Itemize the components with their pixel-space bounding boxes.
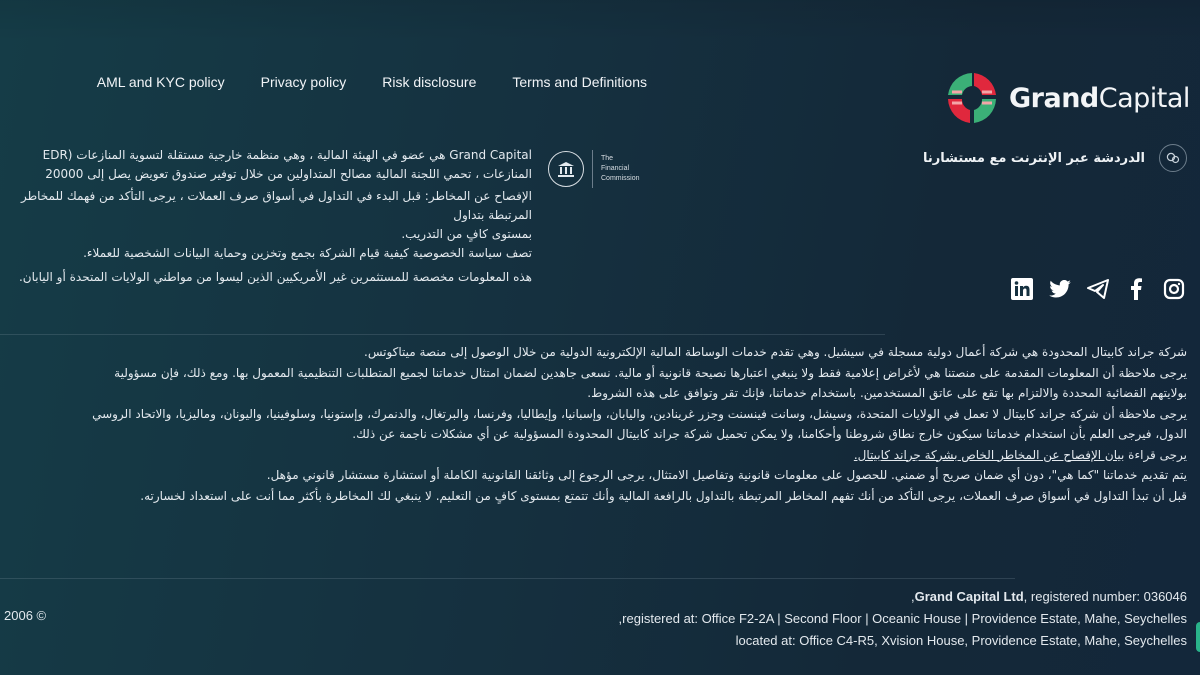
registration-line-2: ,registered at: Office F2-2A | Second Floor | Oceanic House | Providence Estate, Mahe, Seychelles	[618, 611, 1187, 626]
nav-terms-definitions[interactable]: Terms and Definitions	[512, 74, 647, 90]
privacy-note: تصف سياسة الخصوصية كيفية قيام الشركة بجمع وتخزين وحماية البيانات الشخصية للعملاء.	[83, 246, 532, 260]
financial-commission-label: The Financial Commission	[601, 155, 640, 182]
badge-divider	[592, 150, 593, 188]
legal-disclaimer	[6, 342, 1187, 506]
risk-disclosure-line-1: الإفصاح عن المخاطر: قبل البدء في التداول في أسواق صرف العملات ، يرجى التأكد من فهمك للمخاطر المرتبطة بتداول	[20, 189, 532, 222]
nav-risk-disclosure[interactable]: Risk disclosure	[382, 74, 477, 90]
telegram-icon[interactable]	[1087, 278, 1109, 300]
logo-mark-icon	[945, 70, 999, 126]
instagram-icon[interactable]	[1163, 278, 1185, 300]
membership-disclosure	[6, 146, 532, 287]
online-chat-link[interactable]	[923, 144, 1187, 172]
risk-statement-line	[6, 445, 1187, 466]
disclaimer-line: شركة جراند كابيتال المحدودة هي شركة أعمال دولية مسجلة في سيشيل. وهي تقدم خدمات الوساطة المالية الإلكترونية الدولية من خلال الوصول إلى منصة ميتاكوتس.	[364, 345, 1187, 359]
membership-line-2: المنازعات ، تحمي اللجنة المالية مصالح المتداولين من خلال توفير صندوق تعويض يصل إلى 20000	[45, 167, 532, 181]
company-registration	[619, 586, 1187, 652]
copyright: 2006 ©	[4, 608, 47, 623]
disclaimer-line: يرجى ملاحظة أن المعلومات المقدمة على منصتنا هي لأغراض إعلامية فقط ولا ينبغي اعتبارها نصيحة قانونية أو مالية. نسعى جاهدين لضمان امتثال خدماتنا لجميع المتطلبات التنظيمية المعمول بها. ومع ذلك، فإن مسؤولية	[114, 365, 1187, 380]
disclaimer-line: يرجى ملاحظة أن شركة جراند كابيتال لا تعمل في الولايات المتحدة، وسيشل، وسانت فينسنت وجزر غرينادين، واليابان، وإسبانيا، وإيطاليا، وفرنسا، والبرتغال، والدنمرك، وإستونيا، وسلوفينيا، واليونان، وماليزيا، والاتحاد الروسي	[92, 406, 1187, 421]
registration-line-3: located at: Office C4-R5, Xvision House, Providence Estate, Mahe, Seychelles	[735, 633, 1187, 648]
nav-aml-kyc-policy[interactable]: AML and KYC policy	[96, 74, 225, 90]
registration-line-1: ,Grand Capital Ltd, registered number: 036046	[910, 589, 1187, 604]
facebook-icon[interactable]	[1125, 278, 1147, 300]
social-links	[1011, 278, 1185, 300]
membership-line-1: Grand Capital هي عضو في الهيئة المالية ، وهي منظمة خارجية مستقلة لتسوية المنازعات (EDR	[42, 148, 532, 162]
institution-building-icon	[548, 151, 584, 187]
chat-bubbles-icon	[1159, 144, 1187, 172]
twitter-icon[interactable]	[1049, 278, 1071, 300]
financial-commission-badge[interactable]	[548, 150, 640, 188]
divider	[0, 578, 1015, 579]
chat-label: الدردشة عبر الإنترنت مع مستشارنا	[923, 150, 1145, 166]
disclaimer-line: يتم تقديم خدماتنا "كما هي"، دون أي ضمان صريح أو ضمني. للحصول على معلومات قانونية وتفاصيل الامتثال، يرجى الرجوع إلى وثائقنا القانونية الكاملة أو استشارة مستشار قانوني مؤهل.	[266, 468, 1187, 482]
non-us-note: هذه المعلومات مخصصة للمستثمرين غير الأمريكيين الذين ليسوا من مواطني الولايات المتحدة أو اليابان.	[18, 270, 532, 284]
risk-statement-prefix: يرجى قراءة	[1124, 447, 1187, 462]
chat-widget-edge[interactable]	[1196, 622, 1200, 652]
risk-statement-link[interactable]: بيان الإفصاح عن المخاطر الخاص بشركة جراند كابيتال.	[853, 447, 1125, 462]
risk-disclosure-line-2: بمستوى كافٍ من التدريب.	[401, 227, 532, 241]
divider	[0, 334, 885, 335]
footer-nav	[97, 74, 647, 90]
disclaimer-line: قبل أن تبدأ التداول في أسواق صرف العملات، يرجى التأكد من أنك تفهم المخاطر المرتبطة بالتداول بالرافعة المالية وأنك تتمتع بمستوى كافٍ من التعليم. لا ينبغي لك المخاطرة بأكثر مما أنت على استعداد لخسارته.	[140, 488, 1187, 503]
logo-wordmark: GrandCapital	[1009, 82, 1190, 114]
nav-privacy-policy[interactable]: Privacy policy	[260, 74, 347, 90]
header-strip	[0, 0, 1200, 42]
disclaimer-line: الدول، فيرجى العلم بأن استخدام خدماتنا سيكون خارج نطاق شروطنا وأحكامنا، ولا يمكن تحميل شركة جراند كابيتال المحدودة المسؤولية عن أي مشكلات ناجمة عن ذلك.	[352, 427, 1187, 441]
grand-capital-logo[interactable]	[945, 70, 1190, 126]
disclaimer-line: بولايتهم القضائية المحددة والالتزام بها تقع على عاتق المستخدمين. باستخدام خدماتنا، فإنك تقر وتوافق على هذه الشروط.	[587, 386, 1187, 400]
linkedin-icon[interactable]	[1011, 278, 1033, 300]
